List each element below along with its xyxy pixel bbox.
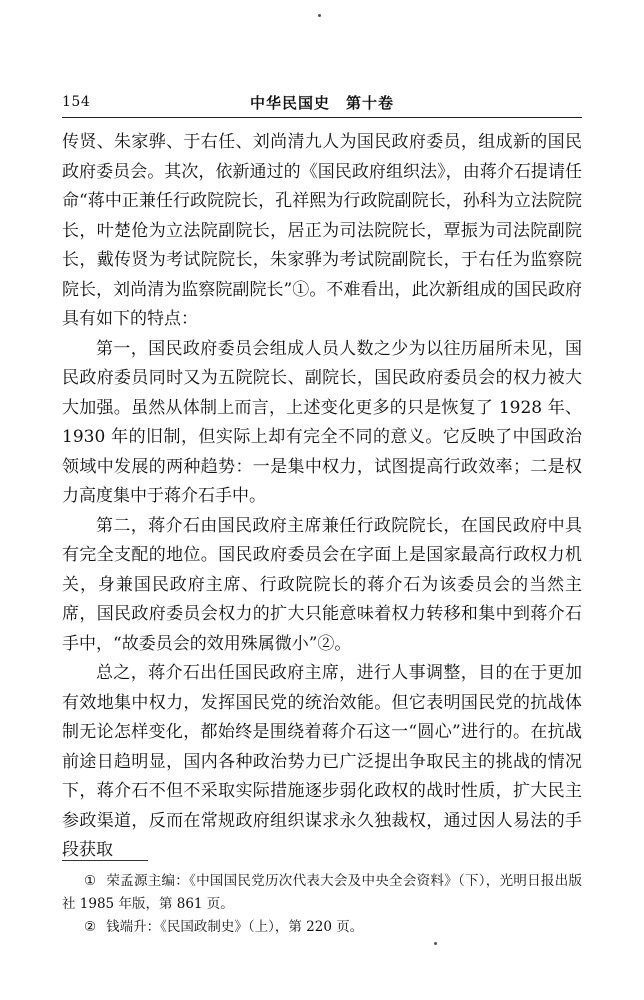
scan-speck-top [318, 14, 321, 17]
header-rule [62, 117, 582, 118]
paragraph-second-point: 第二，蒋介石由国民政府主席兼任行政院院长，在国民政府中具有完全支配的地位。国民政府委员会在字面上是国家最高行政权力机关，身兼国民政府主席、行政院院长的蒋介石为该委员会的当然主席，国民政府委员会权力的扩大只能意味着权力转移和集中到蒋介石手中，“故委员会的效用殊属微小”②。 [62, 515, 582, 654]
footnote-2-text: 钱端升：《民国政制史》（上），第 220 页。 [106, 919, 364, 935]
footnote-1-text: 荣孟源主编：《中国国民党历次代表大会及中央全会资料》（下），光明日报出版社 1985 年版，第 861 页。 [62, 873, 582, 912]
running-title: 中华民国史 第十卷 [249, 94, 394, 112]
scan-speck-bottom [434, 942, 437, 945]
footnote-rule [62, 860, 148, 861]
page-number: 154 [62, 94, 91, 110]
footnote-2-mark: ② [84, 919, 97, 935]
footnote-1 [62, 870, 582, 916]
footnote-1-mark: ① [84, 873, 97, 889]
paragraph-conclusion: 总之，蒋介石出任国民政府主席，进行人事调整，目的在于更加有效地集中权力，发挥国民党的统治效能。但它表明国民党的抗战体制无论怎样变化，都始终是围绕着蒋介石这一“圆心”进行的。在抗战前途日趋明显，国内各种政治势力已广泛提出争取民主的挑战的情况下，蒋介石不但不采取实际措施逐步弱化政权的战时性质，扩大民主参政渠道，反而在常规政府组织谋求永久独裁权，通过因人易法的手段获取 [62, 663, 582, 860]
paragraph-first-point: 第一，国民政府委员会组成人员人数之少为以往历届所未见，国民政府委员同时又为五院院长、副院长，国民政府委员会的权力被大大加强。虽然从体制上而言，上述变化更多的只是恢复了 1928 年、1930 年的旧制，但实际上却有完全不同的意义。它反映了中国政治领域中发展的两种趋势：一是集中权力，试图提高行政效率；二是权力高度集中于蒋介石手中。 [62, 338, 582, 506]
footnotes [62, 870, 582, 939]
body-text [62, 128, 582, 866]
paragraph-continued: 传贤、朱家骅、于右任、刘尚清九人为国民政府委员，组成新的国民政府委员会。其次，依新通过的《国民政府组织法》，由蒋介石提请任命“蒋中正兼任行政院院长，孔祥熙为行政院副院长，孙科为立法院院长，叶楚伧为立法院副院长，居正为司法院院长，覃振为司法院副院长，戴传贤为考试院院长，朱家骅为考试院副院长，于右任为监察院院长，刘尚清为监察院副院长”①。不难看出，此次新组成的国民政府具有如下的特点： [62, 132, 582, 329]
footnote-2 [62, 916, 582, 939]
page-header [62, 90, 582, 114]
